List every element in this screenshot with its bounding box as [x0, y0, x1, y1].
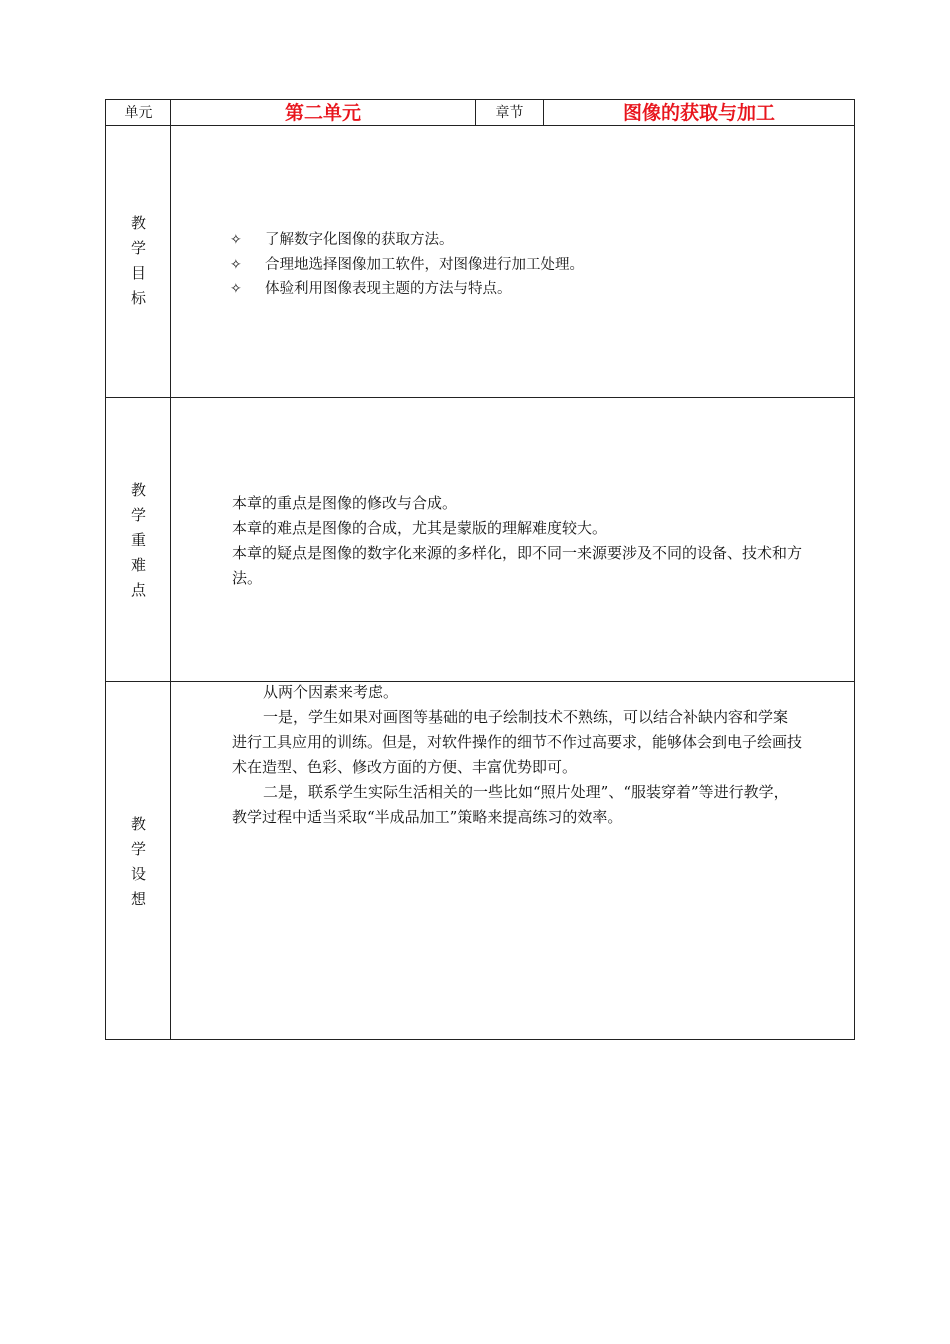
design-paragraph: 从两个因素来考虑。 — [263, 683, 399, 701]
label-char: 目 — [130, 264, 146, 282]
list-item — [230, 253, 584, 278]
unit-value: 第二单元 — [284, 102, 361, 124]
key-points-label — [106, 478, 171, 603]
diamond-bullet-icon: ✧ — [230, 281, 242, 297]
objective-text: 了解数字化图像的获取方法。 — [265, 232, 454, 248]
design-label — [106, 812, 171, 912]
label-char: 学 — [130, 840, 146, 858]
list-item — [230, 228, 584, 253]
key-point-line: 本章的难点是图像的合成，尤其是蒙版的理解难度较大。 — [232, 519, 608, 537]
unit-label: 单元 — [124, 105, 153, 121]
key-points-text — [232, 491, 802, 591]
design-paragraph: 一是，学生如果对画图等基础的电子绘制技术不熟练，可以结合补缺内容和学案进行工具应用的训练。但是，对软件操作的细节不作过高要求，能够体会到电子绘画技术在造型、色彩、修改方面的方便、丰富优势即可。 — [232, 708, 803, 776]
design-paragraph: 二是，联系学生实际生活相关的一些比如“照片处理”、“服装穿着”等进行教学，教学过程中适当采取“半成品加工”策略来提高练习的效率。 — [232, 783, 789, 826]
label-char: 标 — [130, 289, 146, 307]
label-char: 学 — [130, 239, 146, 257]
label-char: 想 — [130, 890, 146, 908]
list-item — [230, 277, 584, 302]
objective-text: 体验利用图像表现主题的方法与特点。 — [265, 281, 512, 297]
chapter-value: 图像的获取与加工 — [622, 102, 775, 124]
objectives-label — [106, 211, 171, 311]
diamond-bullet-icon: ✧ — [230, 256, 242, 273]
label-char: 重 — [130, 531, 146, 549]
label-char: 难 — [130, 556, 146, 574]
label-char: 点 — [130, 581, 146, 599]
label-char: 教 — [130, 815, 146, 833]
objective-text: 合理地选择图像加工软件，对图像进行加工处理。 — [265, 256, 584, 273]
lesson-plan-table — [105, 99, 855, 1040]
label-char: 教 — [130, 481, 146, 499]
key-point-line: 本章的疑点是图像的数字化来源的多样化，即不同一来源要涉及不同的设备、技术和方法。 — [232, 544, 803, 587]
objectives-list — [230, 228, 584, 302]
key-point-line: 本章的重点是图像的修改与合成。 — [232, 494, 458, 512]
design-text — [232, 680, 802, 830]
chapter-label: 章节 — [495, 105, 524, 121]
label-char: 设 — [130, 865, 146, 883]
label-char: 教 — [130, 214, 146, 232]
row-divider — [106, 397, 854, 398]
diamond-bullet-icon: ✧ — [230, 232, 242, 248]
label-char: 学 — [130, 506, 146, 524]
